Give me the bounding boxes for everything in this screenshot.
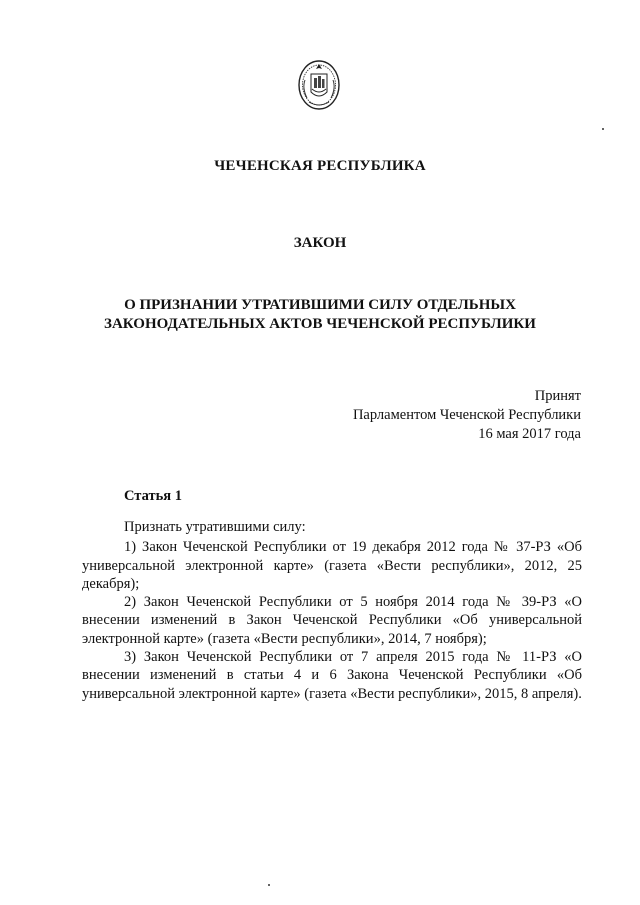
law-title bbox=[0, 296, 640, 334]
article-item-1: 1) Закон Чеченской Республики от 19 декабря 2012 года № 37-РЗ «Об универсальной электронной карте» (газета «Вести республики», 2012, 25 декабря); bbox=[82, 539, 582, 592]
coat-of-arms-icon bbox=[297, 58, 341, 112]
document-type: ЗАКОН bbox=[293, 235, 347, 251]
scan-speck bbox=[602, 128, 604, 130]
article-intro: Признать утратившими силу: bbox=[124, 519, 306, 535]
republic-heading: ЧЕЧЕНСКАЯ РЕСПУБЛИКА bbox=[214, 158, 426, 174]
article-body bbox=[82, 518, 582, 703]
adoption-label: Принят bbox=[534, 388, 581, 404]
article-item-3: 3) Закон Чеченской Республики от 7 апреля 2015 года № 11-РЗ «О внесении изменений в статьи 4 и 6 Закона Чеченской Республики «Об универсальной электронной карте» (газета «Вести республики», 2015, 8 апреля). bbox=[82, 649, 582, 702]
article-item-2: 2) Закон Чеченской Республики от 5 ноября 2014 года № 39-РЗ «О внесении изменений в Закон Чеченской Республики «Об универсальной электронной карте» (газета «Вести республики», 2014, 7 ноября); bbox=[82, 594, 582, 647]
adoption-block bbox=[353, 387, 581, 444]
law-title-line-2: ЗАКОНОДАТЕЛЬНЫХ АКТОВ ЧЕЧЕНСКОЙ РЕСПУБЛИКИ bbox=[104, 316, 536, 332]
scan-speck bbox=[268, 884, 270, 886]
adoption-body: Парламентом Чеченской Республики bbox=[352, 407, 581, 423]
article-heading: Статья 1 bbox=[124, 488, 182, 504]
law-title-line-1: О ПРИЗНАНИИ УТРАТИВШИМИ СИЛУ ОТДЕЛЬНЫХ bbox=[124, 297, 516, 313]
adoption-date: 16 мая 2017 года bbox=[478, 426, 581, 442]
